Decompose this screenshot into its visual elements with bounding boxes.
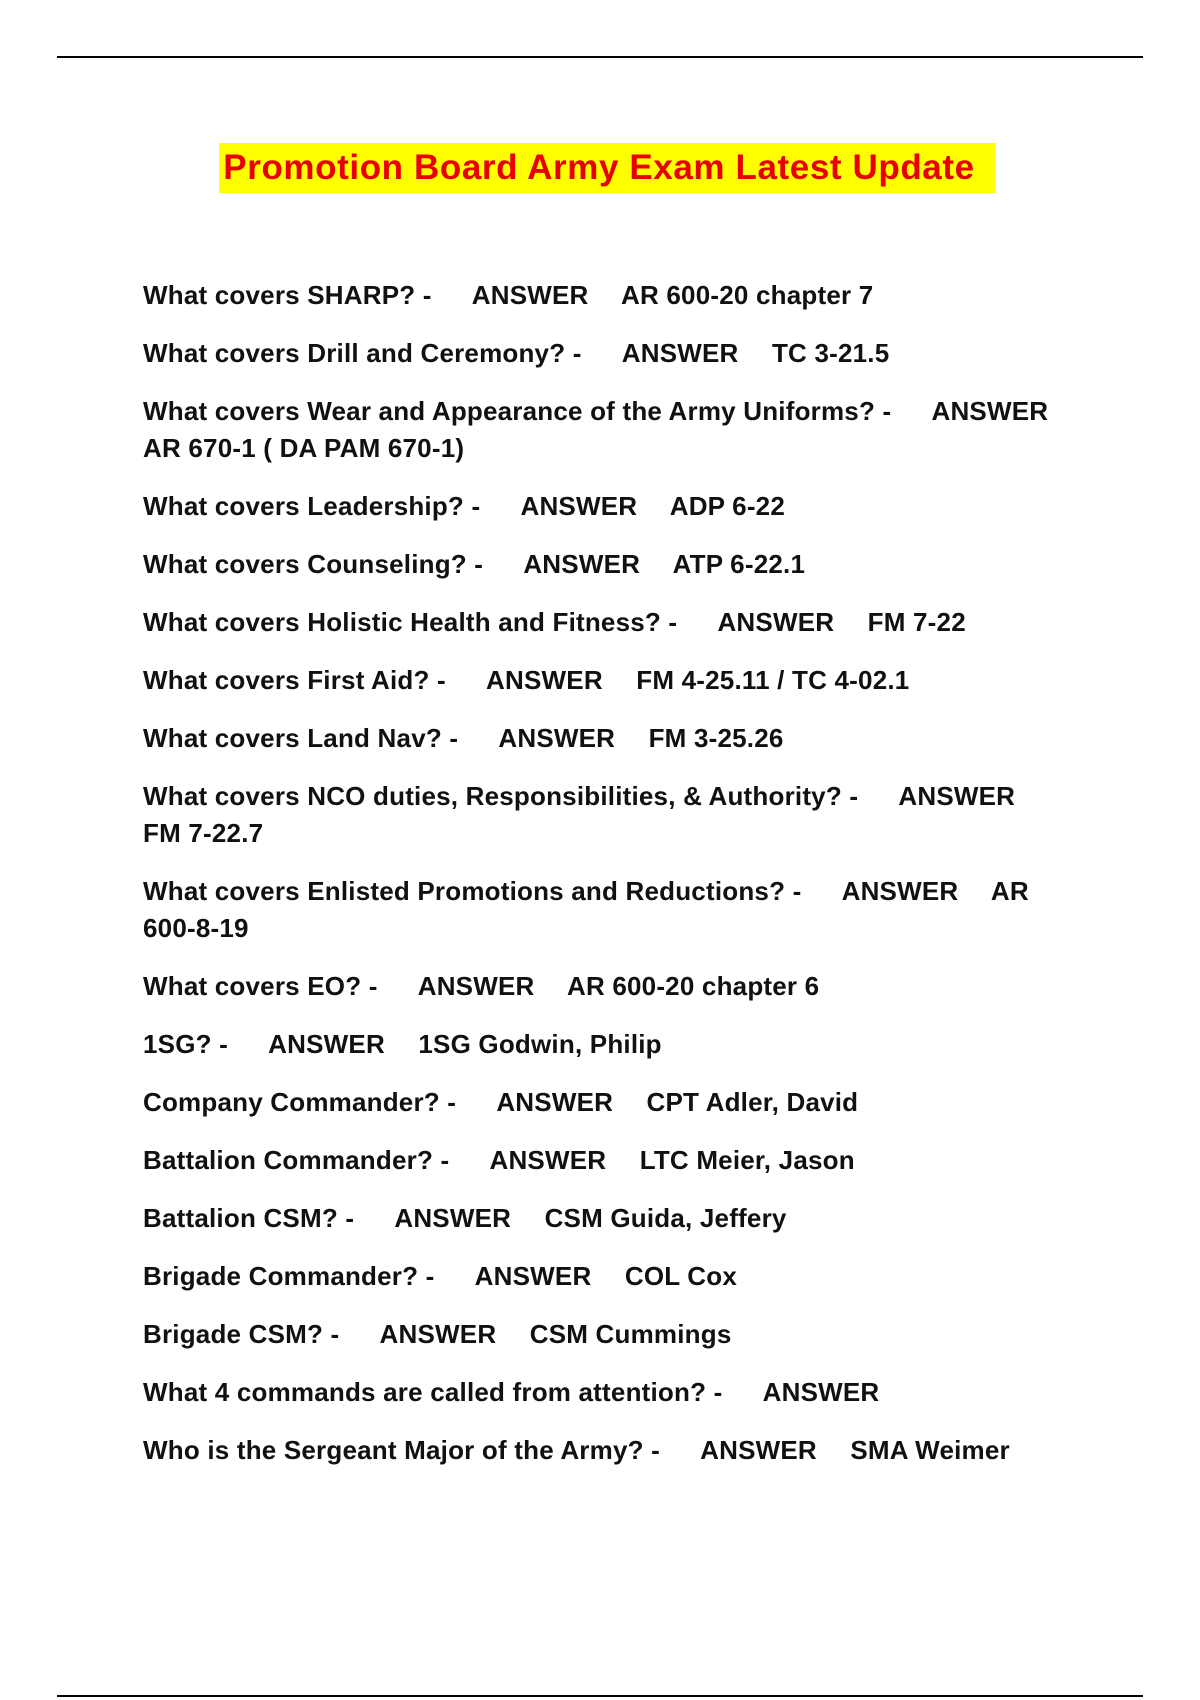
qa-item — [143, 488, 1083, 525]
answer-text: SMA Weimer — [850, 1435, 1010, 1465]
qa-item — [143, 546, 1083, 583]
qa-item — [143, 1258, 1083, 1295]
qa-item — [143, 393, 1083, 467]
answer-label: ANSWER — [717, 607, 835, 637]
answer-label: ANSWER — [268, 1029, 385, 1059]
answer-label: ANSWER — [489, 1145, 607, 1175]
question-text: Brigade Commander? - — [143, 1261, 435, 1291]
question-text: Brigade CSM? - — [143, 1319, 340, 1349]
answer-label: ANSWER — [762, 1377, 880, 1407]
answer-text: 1SG Godwin, Philip — [418, 1029, 662, 1059]
question-text: What covers First Aid? - — [143, 665, 446, 695]
answer-text: COL Cox — [624, 1261, 738, 1291]
question-text: What covers SHARP? - — [143, 280, 432, 310]
question-text: Battalion CSM? - — [143, 1203, 355, 1233]
answer-text: FM 4-25.11 / TC 4-02.1 — [636, 665, 910, 695]
answer-label: ANSWER — [474, 1261, 592, 1291]
question-text: What 4 commands are called from attention? - — [143, 1377, 723, 1407]
question-text: What covers Counseling? - — [143, 549, 484, 579]
question-text: 1SG? - — [143, 1029, 228, 1059]
answer-label: ANSWER — [700, 1435, 817, 1465]
qa-item — [143, 968, 1083, 1005]
answer-text: CSM Guida, Jeffery — [544, 1203, 787, 1233]
answer-text: CSM Cummings — [529, 1319, 732, 1349]
answer-label: ANSWER — [394, 1203, 512, 1233]
answer-label: ANSWER — [486, 665, 603, 695]
qa-item — [143, 604, 1083, 641]
qa-list — [143, 277, 1083, 1490]
answer-label: ANSWER — [520, 491, 638, 521]
question-text: What covers Drill and Ceremony? - — [143, 338, 582, 368]
answer-label: ANSWER — [471, 280, 589, 310]
question-text: What covers NCO duties, Responsibilities, & Authority? - — [143, 781, 859, 811]
answer-text: AR 600-20 chapter 6 — [566, 971, 820, 1001]
question-text: What covers Enlisted Promotions and Reductions? - — [143, 876, 802, 906]
qa-item — [143, 277, 1083, 314]
answer-label: ANSWER — [496, 1087, 614, 1117]
question-text: What covers Holistic Health and Fitness? - — [143, 607, 678, 637]
qa-item — [143, 873, 1083, 947]
answer-label: ANSWER — [931, 396, 1049, 426]
answer-label: ANSWER — [498, 723, 616, 753]
bottom-rule — [57, 1695, 1143, 1697]
question-text: What covers EO? - — [143, 971, 378, 1001]
document-title: Promotion Board Army Exam Latest Update — [219, 143, 994, 193]
answer-text: AR 670-1 ( DA PAM 670-1) — [143, 433, 465, 463]
qa-item — [143, 1316, 1083, 1353]
qa-item — [143, 720, 1083, 757]
qa-item — [143, 1142, 1083, 1179]
top-rule — [57, 56, 1143, 58]
answer-text: ATP 6-22.1 — [672, 549, 806, 579]
answer-label: ANSWER — [841, 876, 959, 906]
answer-label: ANSWER — [898, 781, 1016, 811]
answer-label: ANSWER — [621, 338, 739, 368]
answer-text: ADP 6-22 — [669, 491, 786, 521]
qa-item — [143, 1200, 1083, 1237]
qa-item — [143, 1084, 1083, 1121]
answer-label: ANSWER — [417, 971, 535, 1001]
answer-text: FM 7-22.7 — [143, 818, 264, 848]
question-text: Company Commander? - — [143, 1087, 457, 1117]
answer-label: ANSWER — [379, 1319, 497, 1349]
question-text: What covers Land Nav? - — [143, 723, 459, 753]
qa-item — [143, 1432, 1083, 1469]
qa-item — [143, 778, 1083, 852]
question-text: Battalion Commander? - — [143, 1145, 450, 1175]
question-text: What covers Wear and Appearance of the Army Uniforms? - — [143, 396, 892, 426]
answer-text: LTC Meier, Jason — [639, 1145, 855, 1175]
answer-text: FM 7-22 — [867, 607, 966, 637]
answer-text: FM 3-25.26 — [648, 723, 784, 753]
answer-text: TC 3-21.5 — [771, 338, 890, 368]
answer-text: AR 600-20 chapter 7 — [621, 280, 874, 310]
question-text: What covers Leadership? - — [143, 491, 481, 521]
answer-text: CPT Adler, David — [646, 1087, 859, 1117]
answer-label: ANSWER — [523, 549, 641, 579]
qa-item — [143, 1374, 1083, 1411]
qa-item — [143, 1026, 1083, 1063]
qa-item — [143, 662, 1083, 699]
question-text: Who is the Sergeant Major of the Army? - — [143, 1435, 660, 1465]
answer-text: AR 600-8-19 — [143, 876, 1029, 943]
qa-item — [143, 335, 1083, 372]
title-container — [0, 143, 1200, 193]
